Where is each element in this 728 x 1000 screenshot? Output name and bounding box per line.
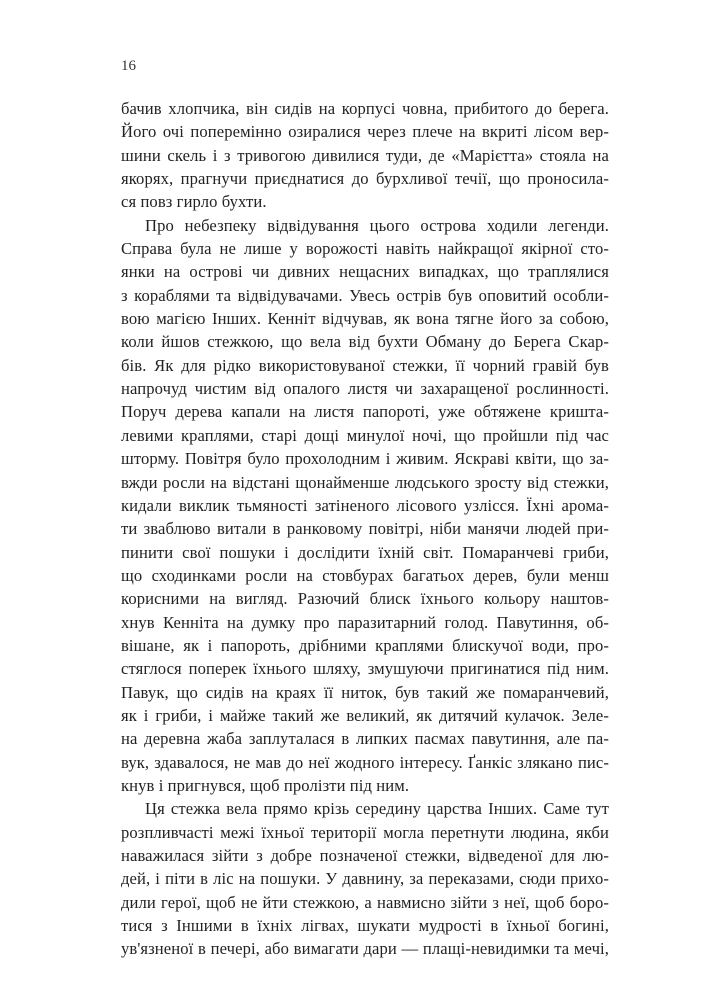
- text-line: дей, і піти в ліс на пошуки. У давнину, за переказами, сюди прихо-: [121, 869, 609, 889]
- text-line: бів. Як для рідко використовуваної стежки, її чорний гравій був: [121, 355, 609, 375]
- text-line: напрочуд чистим від опалого листя чи захаращеної рослинності.: [121, 379, 609, 399]
- text-line: пинити свої пошуки і дослідити їхній світ. Помаранчеві гриби,: [121, 542, 609, 562]
- text-line: розпливчасті межі їхньої території могла перетнути людина, якби: [121, 822, 609, 842]
- text-line: Павук, що сидів на краях її ниток, був такий же помаранчевий,: [121, 682, 609, 702]
- text-line: ся повз гирло бухти.: [121, 192, 267, 212]
- text-line: бачив хлопчика, він сидів на корпусі човна, прибитого до берега.: [121, 99, 609, 118]
- text-line: коли йшов стежкою, що вела від бухти Обману до Берега Скар-: [121, 332, 609, 352]
- text-line: кидали виклик тьмяності затіненого лісового узлісся. Їхні арома-: [121, 495, 609, 515]
- text-line: корисними на вигляд. Разючий блиск їхнього кольору наштов-: [121, 589, 609, 609]
- text-line: вук, здавалося, не мав до неї жодного інтересу. Ґанкіс злякано пис-: [121, 752, 609, 772]
- text-line: ти зваблюво витали в ранковому повітрі, ніби манячи людей при-: [121, 519, 609, 539]
- page-number: 16: [121, 58, 136, 74]
- text-line: вішане, як і папороть, дрібними краплями блискучої води, про-: [121, 635, 609, 655]
- text-line: якорях, прагнучи приєднатися до бурхливої течії, що проносила-: [121, 169, 609, 189]
- text-line: тися з Іншими в їхніх лігвах, шукати мудрості в їхньої богині,: [121, 916, 609, 936]
- paragraph: [121, 797, 609, 960]
- text-line: Справа була не лише у ворожості навіть найкращої якірної сто-: [121, 239, 609, 259]
- text-line: кнув і пригнувся, щоб пролізти під ним.: [121, 775, 410, 795]
- text-line: шини скель і з тривогою дивилися туди, де «Марієтта» стояла на: [121, 145, 609, 165]
- body-text: [121, 97, 609, 961]
- text-line: шторму. Повітря було прохолодним і живим. Яскраві квіти, що за-: [121, 449, 609, 469]
- paragraph: [121, 97, 609, 214]
- text-line: левими краплями, старі дощі минулої ночі, що пройшли під час: [121, 425, 609, 445]
- text-line: що сходинками росли на стовбурах багатьох дерев, були менш: [121, 565, 609, 585]
- text-line: стяглося поперек їхнього шляху, змушуючи пригинатися під ним.: [121, 659, 609, 679]
- text-line: наважилася зійти з добре позначеної стежки, відведеної для лю-: [121, 846, 609, 865]
- text-line: янки на острові чи дивних нещасних випадках, що траплялися: [121, 262, 609, 282]
- text-line: Ця стежка вела прямо крізь середину царства Інших. Саме тут: [145, 799, 609, 819]
- text-line: з кораблями та відвідувачами. Увесь острів був оповитий особли-: [121, 285, 609, 305]
- text-line: ув'язненої в печері, або вимагати дари — плащі-невидимки та мечі,: [121, 939, 609, 959]
- text-line: Про небезпеку відвідування цього острова ходили легенди.: [145, 215, 609, 235]
- text-line: хнув Кенніта на думку про паразитарний голод. Павутиння, об-: [121, 612, 609, 632]
- text-line: дили герої, щоб не йти стежкою, а навмисно зійти з неї, щоб боро-: [121, 892, 609, 912]
- text-line: вжди росли на відстані щонайменше людського зросту від стежки,: [121, 472, 609, 492]
- text-line: Його очі поперемінно озиралися через плече на вкриті лісом вер-: [121, 122, 609, 142]
- text-line: вою магією Інших. Кенніт відчував, як вона тягне його за собою,: [121, 309, 609, 329]
- text-line: Поруч дерева капали на листя папороті, уже обтяжене кришта-: [121, 402, 609, 422]
- text-line: на деревна жаба заплуталася в липких пасмах павутиння, але па-: [121, 729, 609, 749]
- text-line: як і гриби, і майже такий же великий, як дитячий кулачок. Зеле-: [121, 705, 609, 725]
- paragraph: [121, 214, 609, 798]
